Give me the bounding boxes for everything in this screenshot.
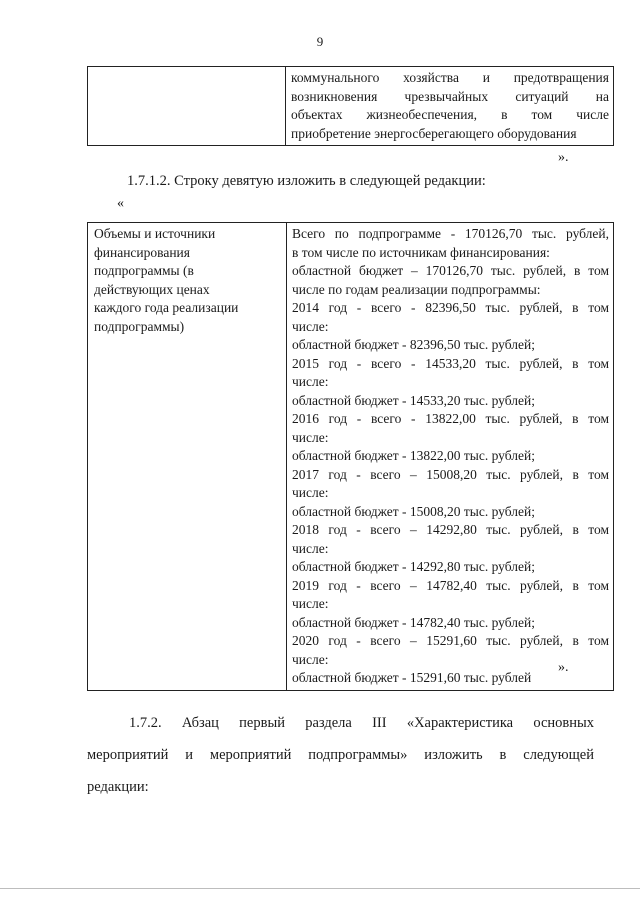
- paragraph-1-7-2: [87, 707, 594, 803]
- page-bottom-rule: [0, 888, 640, 889]
- label-line: Объемы и источники: [94, 226, 216, 241]
- page-number: 9: [316, 34, 324, 49]
- financing-line: числе:: [292, 318, 329, 334]
- paragraph-1-7-1-2: 1.7.1.2. Строку девятую изложить в следующей редакции:: [127, 173, 486, 189]
- financing-line: областной бюджет - 14533,20 тыс. рублей;: [292, 392, 535, 408]
- paragraph-line: 1.7.2. Абзац первый раздела III «Характеристика основных: [129, 715, 594, 731]
- financing-line: 2020 год - всего – 15291,60 тыс. рублей, в том: [292, 633, 609, 648]
- financing-line: числе по годам реализации подпрограммы:: [292, 281, 541, 297]
- table-cell-text: [286, 67, 614, 146]
- financing-line: числе:: [292, 485, 329, 500]
- paragraph-line: мероприятий и мероприятий подпрограммы» изложить в следующей: [87, 747, 594, 763]
- financing-line: областной бюджет - 13822,00 тыс. рублей;: [292, 448, 535, 463]
- closing-quote: ».: [558, 660, 569, 675]
- table-line: коммунального хозяйства и предотвращения: [291, 70, 609, 85]
- table-cell-empty: [88, 67, 286, 146]
- financing-line: числе:: [292, 596, 329, 611]
- opening-quote: «: [117, 196, 124, 211]
- financing-line: областной бюджет - 15008,20 тыс. рублей;: [292, 503, 535, 519]
- table-line: возникновения чрезвычайных ситуаций на: [291, 88, 609, 104]
- financing-line: областной бюджет - 82396,50 тыс. рублей;: [292, 337, 535, 352]
- financing-line: 2017 год - всего – 15008,20 тыс. рублей, в том: [292, 466, 609, 482]
- financing-line: в том числе по источникам финансирования:: [292, 244, 550, 260]
- financing-line: 2016 год - всего - 13822,00 тыс. рублей, в том: [292, 411, 609, 426]
- financing-line: областной бюджет - 15291,60 тыс. рублей: [292, 670, 532, 685]
- financing-line: областной бюджет - 14292,80 тыс. рублей;: [292, 559, 535, 574]
- table-line: объектах жизнеобеспечения, в том числе: [291, 107, 609, 122]
- label-line: финансирования: [94, 244, 190, 260]
- label-line: подпрограммы): [94, 318, 185, 334]
- financing-line: Всего по подпрограмме - 170126,70 тыс. рублей,: [292, 226, 609, 241]
- financing-line: 2015 год - всего - 14533,20 тыс. рублей, в том: [292, 355, 609, 371]
- financing-line: областной бюджет – 170126,70 тыс. рублей, в том: [292, 263, 609, 278]
- closing-quote: ».: [558, 150, 569, 165]
- table-cell-label: [88, 223, 287, 691]
- financing-line: числе:: [292, 651, 329, 667]
- financing-line: областной бюджет - 14782,40 тыс. рублей;: [292, 614, 535, 630]
- paragraph-line: редакции:: [87, 779, 149, 795]
- continued-table: [87, 66, 614, 146]
- financing-table: [87, 222, 614, 691]
- table-row: [88, 223, 614, 691]
- financing-line: 2018 год - всего – 14292,80 тыс. рублей, в том: [292, 522, 609, 537]
- label-line: каждого года реализации: [94, 300, 239, 315]
- table-row: [88, 67, 614, 146]
- financing-line: 2019 год - всего – 14782,40 тыс. рублей, в том: [292, 577, 609, 593]
- label-line: действующих ценах: [94, 281, 210, 297]
- table-line: приобретение энергосберегающего оборудования: [291, 125, 577, 141]
- financing-line: 2014 год - всего - 82396,50 тыс. рублей, в том: [292, 300, 609, 315]
- table-cell-financing: [287, 223, 614, 691]
- financing-line: числе:: [292, 374, 329, 389]
- financing-line: числе:: [292, 540, 329, 556]
- label-line: подпрограммы (в: [94, 263, 194, 278]
- financing-line: числе:: [292, 429, 329, 445]
